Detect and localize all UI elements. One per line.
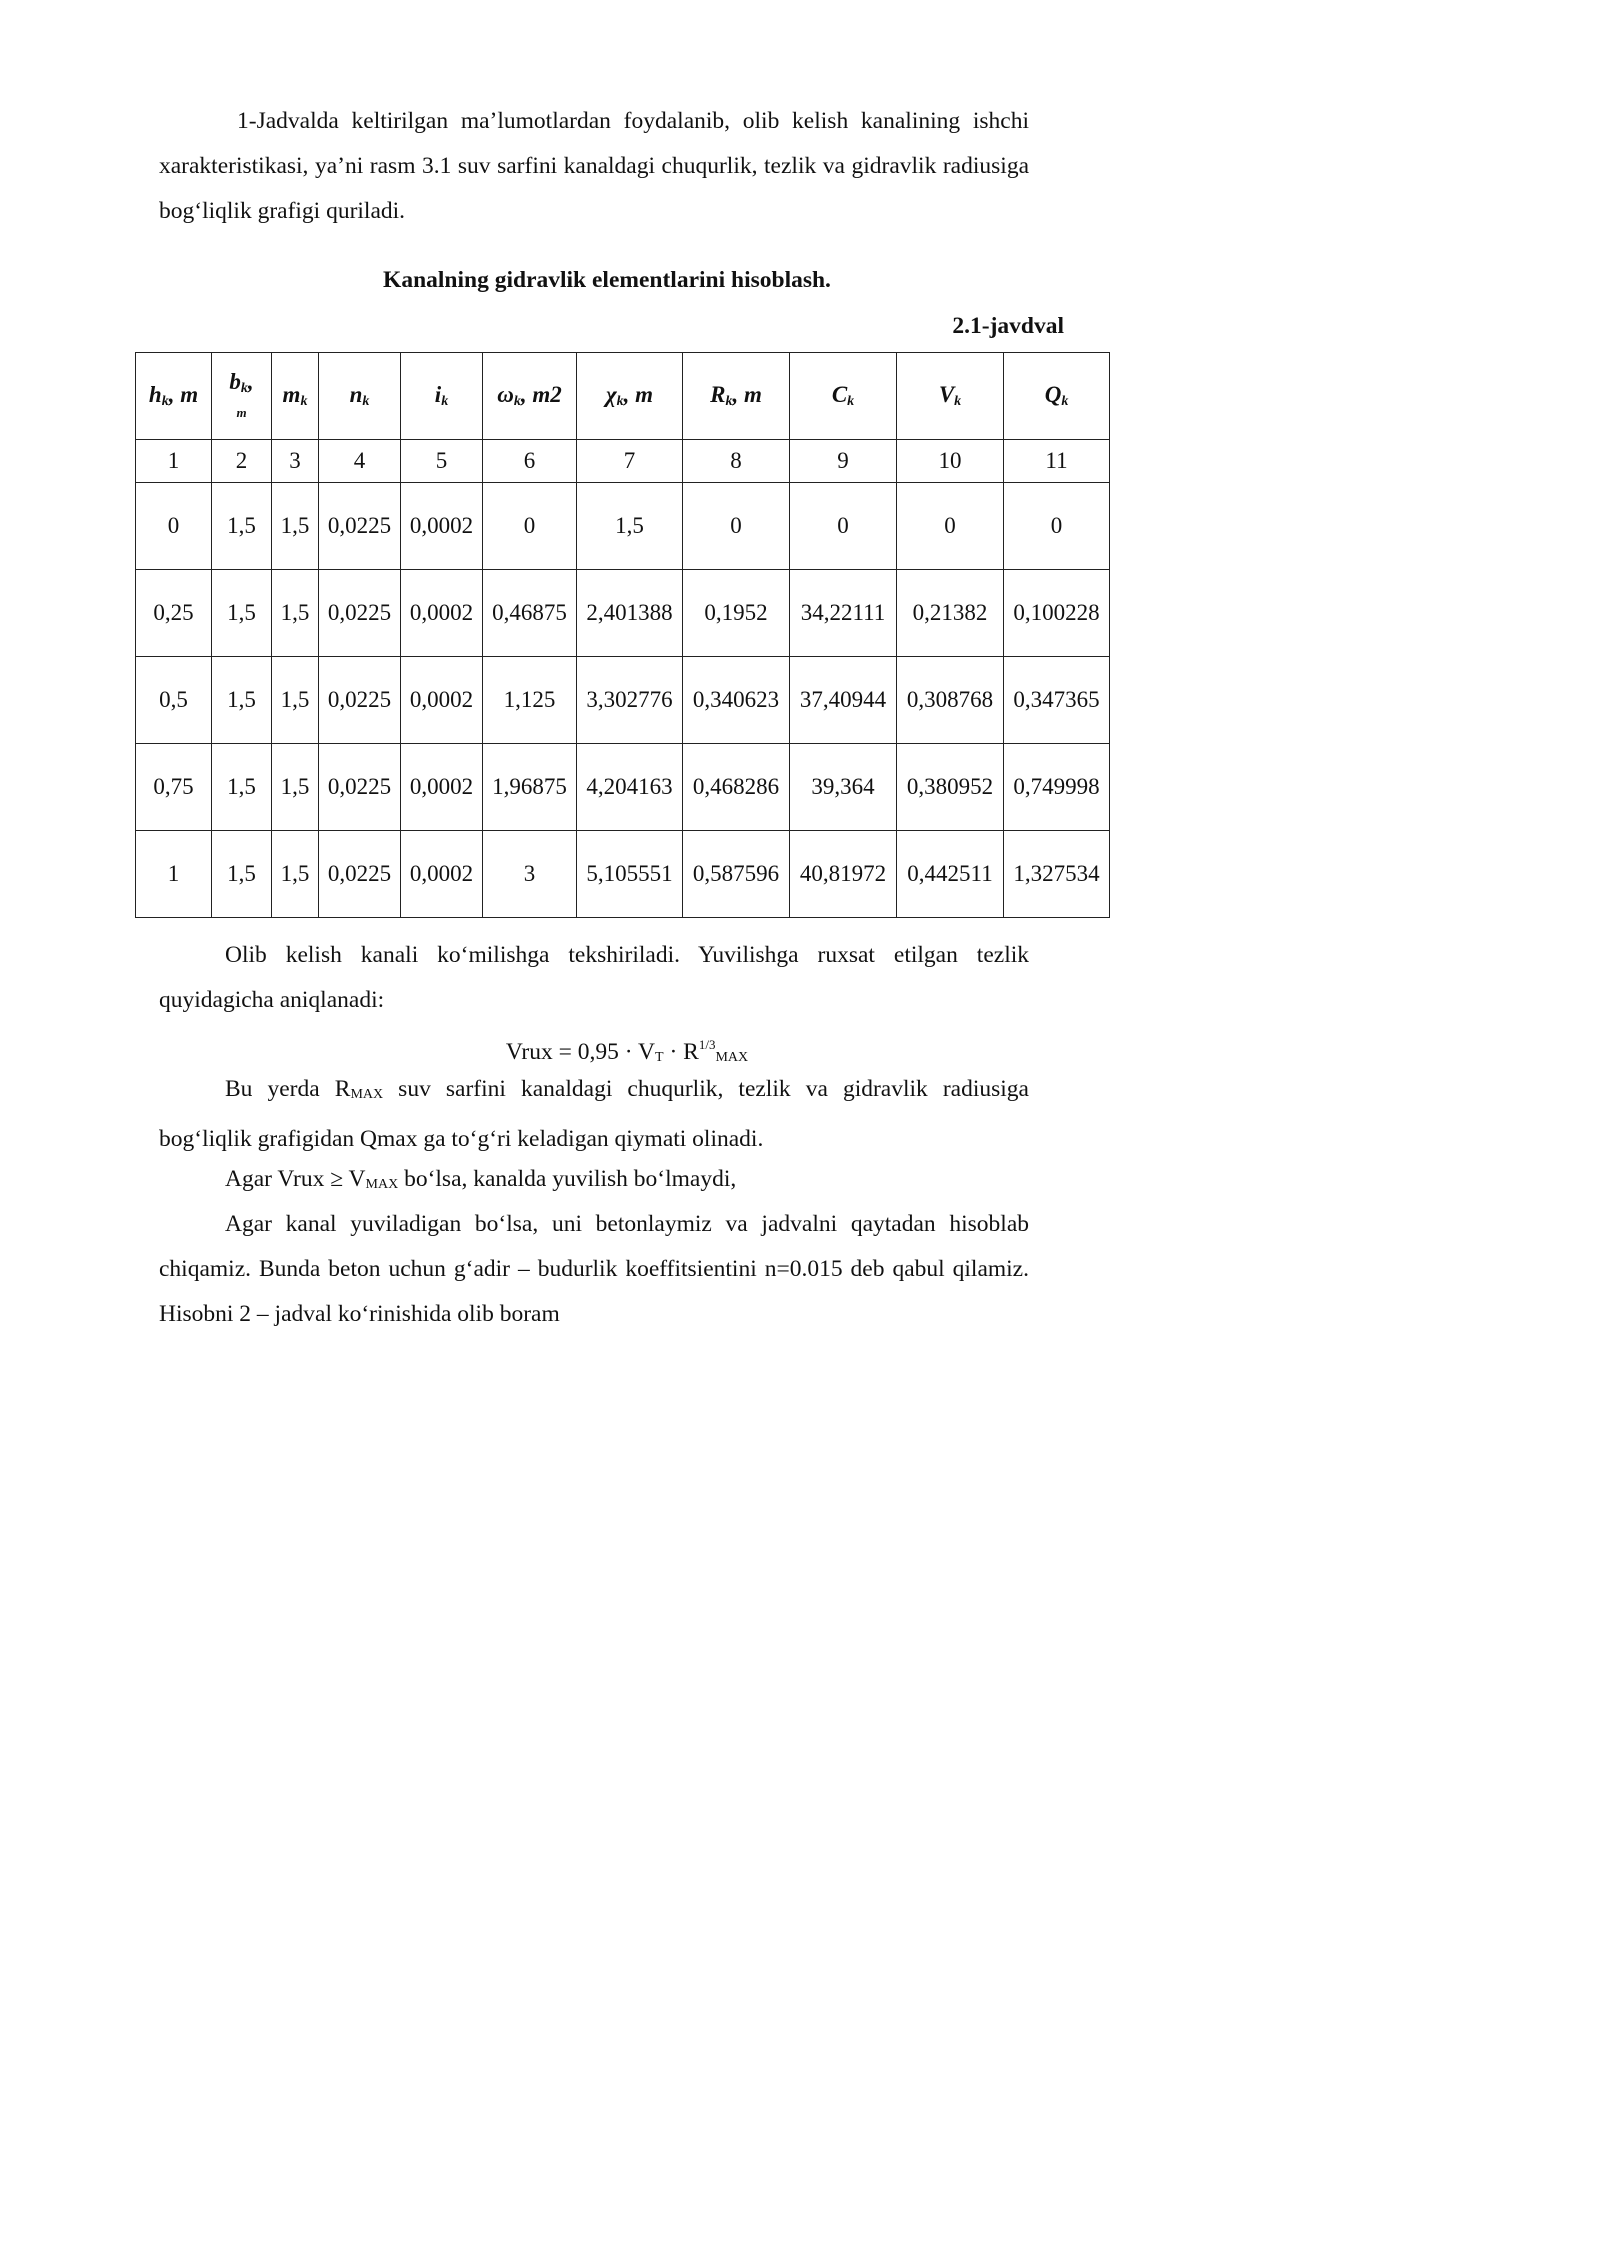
column-number-cell: 10 — [897, 440, 1004, 483]
table-cell: 0,1952 — [683, 570, 790, 657]
formula-r-sub: MAX — [715, 1050, 749, 1065]
table-cell: 0,0002 — [401, 570, 483, 657]
table-cell: 0,0225 — [319, 657, 401, 744]
header-cell: $n_k$ — [319, 353, 401, 440]
table-cell: 0,749998 — [1004, 744, 1110, 831]
table-cell: 1,327534 — [1004, 831, 1110, 918]
column-number-cell: 4 — [319, 440, 401, 483]
table-cell: 0,587596 — [683, 831, 790, 918]
table-row — [136, 831, 1110, 918]
condition-sub: MAX — [365, 1177, 399, 1192]
check-paragraph: Olib kelish kanali ko‘milishga tekshiriladi. Yuvilishga ruxsat etilgan tezlik quyidagicha aniqlanadi: — [159, 942, 1029, 1013]
column-number-row — [136, 440, 1110, 483]
table-cell: 0,380952 — [897, 744, 1004, 831]
table-cell: 0,0225 — [319, 744, 401, 831]
table-cell: 0,21382 — [897, 570, 1004, 657]
column-number-cell: 6 — [483, 440, 577, 483]
table-row — [136, 744, 1110, 831]
final-paragraph: Agar kanal yuviladigan bo‘lsa, uni betonlaymiz va jadvalni qaytadan hisoblab chiqamiz. Bunda beton uchun g‘adir – budurlik koeffitsientini n=0.015 deb qabul qilamiz. Hisobni 2 – jadval ko‘rinishida olib boram — [159, 1211, 1029, 1327]
table-cell: 1,96875 — [483, 744, 577, 831]
formula-r-sup: 1/3 — [698, 1037, 716, 1052]
table-cell: 0,340623 — [683, 657, 790, 744]
rmax-before: Bu yerda R — [225, 1076, 351, 1102]
header-cell: $R_k$, m — [683, 353, 790, 440]
table-cell: 37,40944 — [790, 657, 897, 744]
column-number-cell: 7 — [577, 440, 683, 483]
table-cell: 1,5 — [212, 570, 272, 657]
table-cell: 0 — [790, 483, 897, 570]
table-cell: 40,81972 — [790, 831, 897, 918]
header-cell: $m_k$ — [272, 353, 319, 440]
table-cell: 1,125 — [483, 657, 577, 744]
formula-mid: · R — [663, 1039, 699, 1065]
column-number-cell: 3 — [272, 440, 319, 483]
header-cell: $\chi_k$, m — [577, 353, 683, 440]
hydraulic-elements-table — [135, 352, 1110, 918]
table-cell: 39,364 — [790, 744, 897, 831]
table-cell: 3 — [483, 831, 577, 918]
table-cell: 1,5 — [577, 483, 683, 570]
header-cell: $i_k$ — [401, 353, 483, 440]
table-cell: 0 — [683, 483, 790, 570]
condition-paragraph — [159, 1157, 1029, 1207]
table-row — [136, 657, 1110, 744]
table-cell: 0,5 — [136, 657, 212, 744]
table-cell: 0,25 — [136, 570, 212, 657]
rmax-after: suv sarfini kanaldagi chuqurlik, tezlik va gidravlik radiusiga bog‘liqlik grafigidan Qmax ga to‘g‘ri keladigan qiymati olinadi. — [159, 1076, 1029, 1152]
table-row — [136, 570, 1110, 657]
table-caption: Kanalning gidravlik elementlarini hisoblash. — [383, 267, 831, 293]
table-cell: 1,5 — [212, 483, 272, 570]
table-header-row — [136, 353, 1110, 440]
header-cell: $Q_k$ — [1004, 353, 1110, 440]
table-cell: 2,401388 — [577, 570, 683, 657]
table-cell: 0,468286 — [683, 744, 790, 831]
table-cell: 0,0225 — [319, 483, 401, 570]
intro-paragraph: 1-Jadvalda keltirilgan ma’lumotlardan foydalanib, olib kelish kanalining ishchi xarakteristikasi, ya’ni rasm 3.1 suv sarfini kanaldagi chuqurlik, tezlik va gidravlik radiusiga bog‘liqlik grafigi quriladi. — [159, 108, 1029, 224]
table-cell: 0,100228 — [1004, 570, 1110, 657]
table-cell: 5,105551 — [577, 831, 683, 918]
table-cell: 0,46875 — [483, 570, 577, 657]
formula-v-sub: T — [655, 1050, 664, 1065]
table-cell: 0 — [483, 483, 577, 570]
table-cell: 1 — [136, 831, 212, 918]
table-label: 2.1-javdval — [952, 313, 1064, 339]
table-cell: 0,442511 — [897, 831, 1004, 918]
column-number-cell: 9 — [790, 440, 897, 483]
table-cell: 0,347365 — [1004, 657, 1110, 744]
header-cell: $C_k$ — [790, 353, 897, 440]
condition-after: bo‘lsa, kanalda yuvilish bo‘lmaydi, — [398, 1166, 737, 1192]
table-cell: 0,0225 — [319, 831, 401, 918]
table-cell: 0,0225 — [319, 570, 401, 657]
column-number-cell: 11 — [1004, 440, 1110, 483]
header-cell: $b_k$, m — [212, 353, 272, 440]
column-number-cell: 1 — [136, 440, 212, 483]
table-cell: 1,5 — [212, 744, 272, 831]
column-number-cell: 5 — [401, 440, 483, 483]
table-cell: 1,5 — [272, 831, 319, 918]
table-cell: 0,0002 — [401, 483, 483, 570]
rmax-sub: MAX — [350, 1087, 384, 1102]
condition-before: Agar Vrux ≥ V — [225, 1166, 366, 1192]
table-cell: 0,308768 — [897, 657, 1004, 744]
table-cell: 1,5 — [272, 744, 319, 831]
table-cell: 1,5 — [212, 831, 272, 918]
formula-lhs: Vrux = 0,95 · V — [505, 1039, 656, 1065]
rmax-paragraph — [159, 1067, 1029, 1162]
table-cell: 0,0002 — [401, 744, 483, 831]
table-cell: 0,0002 — [401, 831, 483, 918]
table-row — [136, 483, 1110, 570]
table-cell: 4,204163 — [577, 744, 683, 831]
header-cell: $h_k$, m — [136, 353, 212, 440]
table-cell: 0 — [136, 483, 212, 570]
column-number-cell: 2 — [212, 440, 272, 483]
table-cell: 0,75 — [136, 744, 212, 831]
header-cell: $V_k$ — [897, 353, 1004, 440]
table-cell: 1,5 — [272, 570, 319, 657]
header-cell: $\omega_k$, m2 — [483, 353, 577, 440]
table-cell: 1,5 — [212, 657, 272, 744]
table-cell: 34,22111 — [790, 570, 897, 657]
table-cell: 0 — [897, 483, 1004, 570]
table-cell: 1,5 — [272, 657, 319, 744]
table-cell: 0,0002 — [401, 657, 483, 744]
table-cell: 3,302776 — [577, 657, 683, 744]
table-cell: 0 — [1004, 483, 1110, 570]
column-number-cell: 8 — [683, 440, 790, 483]
table-cell: 1,5 — [272, 483, 319, 570]
